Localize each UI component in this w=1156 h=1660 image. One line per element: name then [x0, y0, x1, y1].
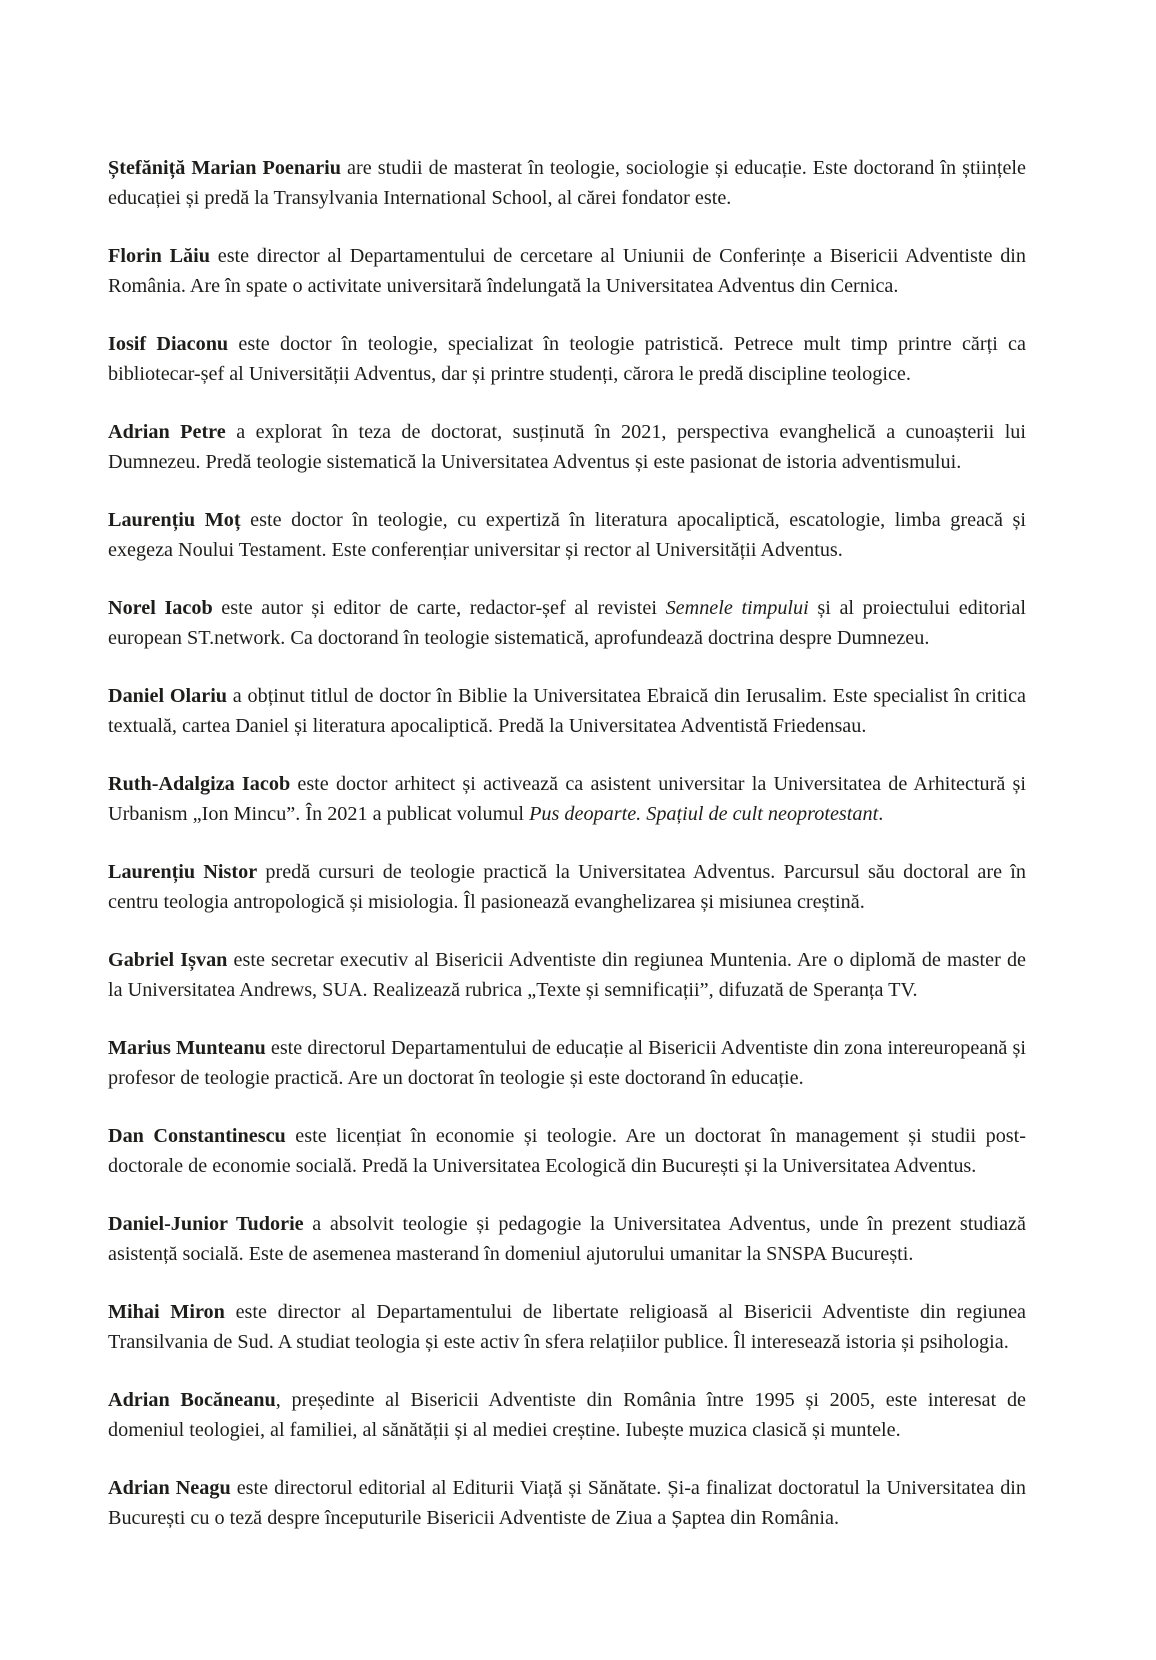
bio-text: este licențiat în economie și teologie. Are un doctorat în management și studii postdoctorale de economie socială. Predă la Universitatea Ecologică din București și la Universitatea Adventus. — [108, 1125, 1027, 1177]
bio-name: Norel Iacob — [108, 597, 213, 619]
bio-paragraph — [108, 505, 1026, 565]
bio-paragraph — [108, 1297, 1026, 1357]
bio-paragraph — [108, 1121, 1026, 1181]
bio-paragraph — [108, 1473, 1026, 1533]
bio-text: este director al Departamentului de libertate religioasă al Bisericii Adventiste din regiunea Transilvania de Sud. A studiat teologia și este activ în sfera relațiilor publice. Îl interesează istoria și psihologia. — [108, 1301, 1027, 1353]
bio-name: Mihai Miron — [108, 1301, 225, 1323]
bio-text: a obținut titlul de doctor în Biblie la Universitatea Ebraică din Ierusalim. Este specialist în critica textuală, cartea Daniel și literatura apocaliptică. Predă la Universitatea Adventistă Friedensau. — [108, 685, 1027, 737]
bio-text-after: . — [878, 803, 884, 825]
bio-paragraph — [108, 153, 1026, 213]
bio-name: Adrian Petre — [108, 421, 226, 443]
bio-name: Gabriel Ișvan — [108, 949, 228, 971]
bio-text: este directorul editorial al Editurii Viață și Sănătate. Și-a finalizat doctoratul la Universitatea din București cu o teză despre începuturile Bisericii Adventiste de Ziua a Șaptea din România. — [108, 1477, 1026, 1529]
bio-name: Iosif Diaconu — [108, 333, 229, 355]
bio-text: a explorat în teza de doctorat, susținută în 2021, perspectiva evanghelică a cunoașterii lui Dumnezeu. Predă teologie sistematică la Universitatea Adventus și este pasionat de istoria adventismului. — [108, 421, 1027, 473]
bio-name: Adrian Bocăneanu — [108, 1389, 276, 1411]
bio-text-after: și al proiectului editorial european ST.network. Ca doctorand în teologie sistematică, aprofundează doctrina despre Dumnezeu. — [108, 597, 1026, 649]
bio-text: a absolvit teologie și pedagogie la Universitatea Adventus, unde în prezent studiază asistență socială. Este de asemenea masterand în domeniul ajutorului umanitar la SNSPA București. — [108, 1213, 1026, 1265]
bio-name: Marius Munteanu — [108, 1037, 266, 1059]
bio-name: Laurențiu Nistor — [108, 861, 258, 883]
bio-paragraph — [108, 857, 1026, 917]
bio-name: Laurențiu Moț — [108, 509, 241, 531]
bio-text: , președinte al Bisericii Adventiste din România între 1995 și 2005, este interesat de domeniul teologiei, al familiei, al sănătății și al mediei creștine. Iubește muzica clasică și muntele. — [108, 1389, 1026, 1441]
bio-paragraph — [108, 1385, 1026, 1445]
bio-text: este doctor arhitect și activează ca asistent universitar la Universitatea de Arhitectură și Urbanism „Ion Mincu”. În 2021 a publicat volumul — [108, 773, 1026, 825]
bio-text: este director al Departamentului de cercetare al Uniunii de Conferințe a Bisericii Adventiste din România. Are în spate o activitate universitară îndelungată la Universitatea Adventus din Cernica. — [108, 245, 1026, 297]
bio-name: Ștefăniță Marian Poenariu — [108, 157, 341, 179]
bio-name: Dan Constantinescu — [108, 1125, 286, 1147]
bio-text: este doctor în teologie, specializat în teologie patristică. Petrece mult timp printre cărți ca bibliotecar-șef al Universității Adventus, dar și printre studenți, cărora le predă discipline teologice. — [108, 333, 1026, 385]
bio-text: este directorul Departamentului de educație al Bisericii Adventiste din zona intereuropeană și profesor de teologie practică. Are un doctorat în teologie și este doctorand în educație. — [108, 1037, 1026, 1089]
bio-paragraph — [108, 681, 1026, 741]
bio-paragraph — [108, 417, 1026, 477]
bio-paragraph — [108, 593, 1026, 653]
contributors-page — [108, 153, 1026, 1561]
bio-name: Daniel Olariu — [108, 685, 228, 707]
bio-text: predă cursuri de teologie practică la Universitatea Adventus. Parcursul său doctoral are în centru teologia antropologică și misiologia. Îl pasionează evanghelizarea și misiunea creștină. — [108, 861, 1026, 913]
bio-text: este secretar executiv al Bisericii Adventiste din regiunea Muntenia. Are o diplomă de master de la Universitatea Andrews, SUA. Realizează rubrica „Texte și semnificații”, difuzată de Speranța TV. — [108, 949, 1026, 1001]
bio-name: Florin Lăiu — [108, 245, 210, 267]
bio-name: Daniel-Junior Tudorie — [108, 1213, 304, 1235]
magazine-title: Semnele timpului — [665, 597, 809, 619]
bio-name: Adrian Neagu — [108, 1477, 231, 1499]
bio-paragraph — [108, 241, 1026, 301]
bio-paragraph — [108, 329, 1026, 389]
bio-paragraph — [108, 1033, 1026, 1093]
bio-text: are studii de masterat în teologie, sociologie și educație. Este doctorand în științele educației și predă la Transylvania International School, al cărei fondator este. — [108, 157, 1026, 209]
book-title: Pus deoparte. Spațiul de cult neoprotestant — [529, 803, 879, 825]
bio-paragraph — [108, 1209, 1026, 1269]
bio-text: este doctor în teologie, cu expertiză în literatura apocaliptică, escatologie, limba greacă și exegeza Noului Testament. Este conferențiar universitar și rector al Universității Adventus. — [108, 509, 1027, 561]
bio-paragraph — [108, 945, 1026, 1005]
bio-name: Ruth-Adalgiza Iacob — [108, 773, 291, 795]
bio-text: este autor și editor de carte, redactor-șef al revistei — [212, 597, 666, 619]
bio-paragraph — [108, 769, 1026, 829]
